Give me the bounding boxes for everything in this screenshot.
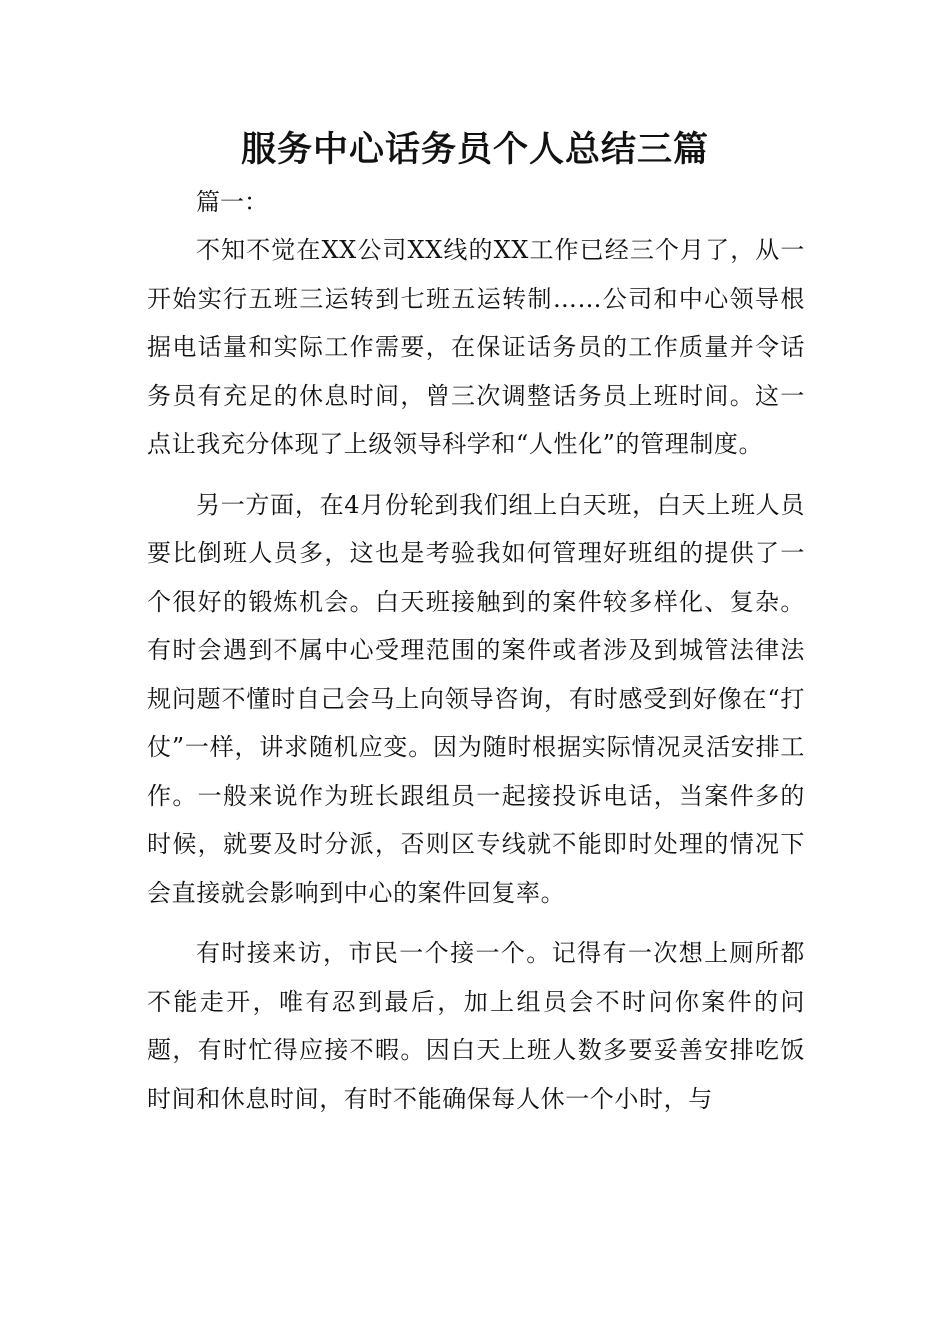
document-title: 服务中心话务员个人总结三篇: [240, 130, 709, 170]
document-body: [147, 226, 805, 1135]
paragraph-2: 另一方面，在4月份轮到我们组上白天班，白天上班人员要比倒班人员多，这也是考验我如何管理好班组的提供了一个很好的锻炼机会。白天班接触到的案件较多样化、复杂。有时会遇到不属中心受理范围的案件或者涉及到城管法律法规问题不懂时自己会马上向领导咨询，有时感受到好像在“打仗”一样，讲求随机应变。因为随时根据实际情况灵活安排工作。一般来说作为班长跟组员一起接投诉电话，当案件多的时候，就要及时分派，否则区专线就不能即时处理的情况下会直接就会影响到中心的案件回复率。: [147, 490, 805, 907]
paragraph-3: 有时接来访，市民一个接一个。记得有一次想上厕所都不能走开，唯有忍到最后，加上组员会不时问你案件的问题，有时忙得应接不暇。因白天上班人数多要妥善安排吃饭时间和休息时间，有时不能确保每人休一个小时，与: [147, 939, 805, 1113]
paragraph-1: 不知不觉在XX公司XX线的XX工作已经三个月了，从一开始实行五班三运转到七班五运转制……公司和中心领导根据电话量和实际工作需要，在保证话务员的工作质量并令话务员有充足的休息时间，曾三次调整话务员上班时间。这一点让我充分体现了上级领导科学和“人性化”的管理制度。: [147, 236, 805, 458]
section-label: 篇一：: [196, 188, 268, 216]
